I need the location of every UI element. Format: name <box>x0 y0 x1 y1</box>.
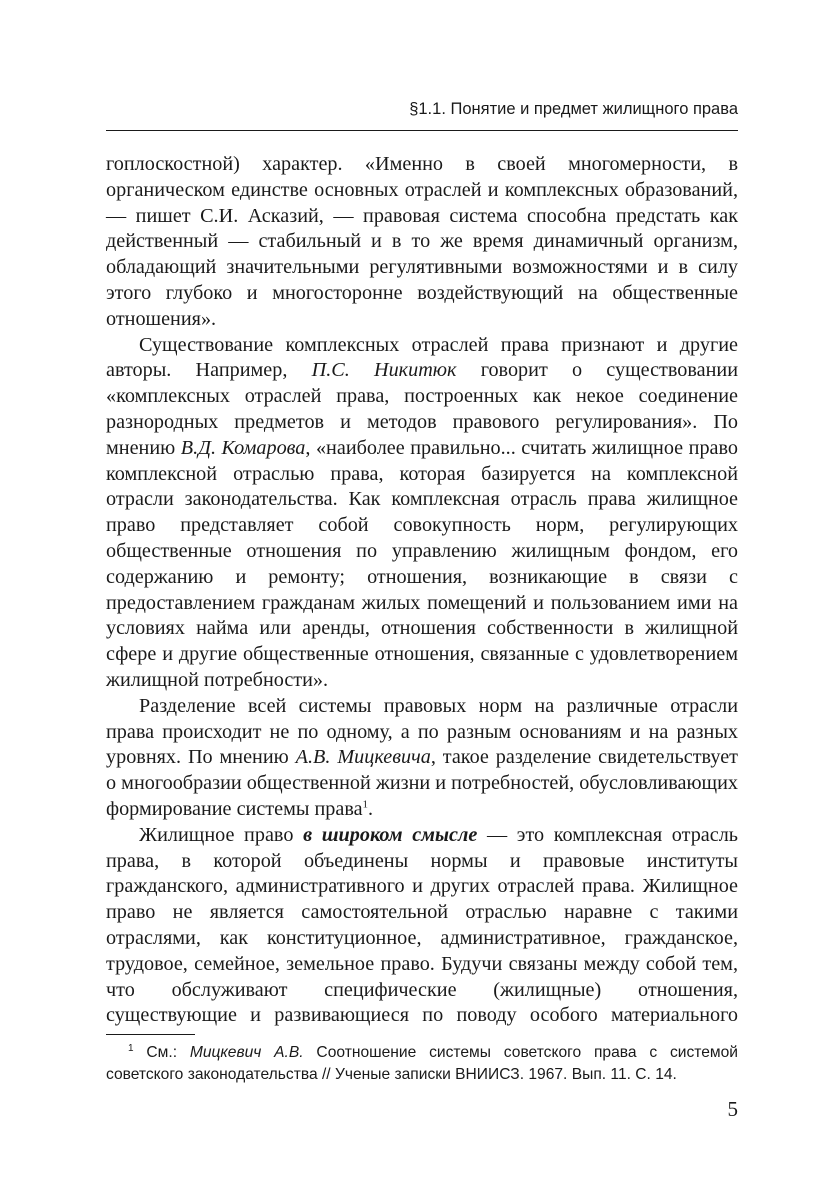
emphasis: в широком смысле <box>303 823 478 846</box>
paragraph-text: Жилищное право <box>139 823 304 846</box>
footnote <box>106 1042 738 1086</box>
paragraph <box>106 694 738 823</box>
footnote-marker: 1 <box>128 1042 134 1054</box>
paragraph-text: , такое разделение свидетельствует о многообразии общественной жизни и потребностей, обусловливающих формирование системы права <box>106 746 738 820</box>
paragraph-text: , «наиболее правильно... считать жилищное право комплексной отраслью права, которая базируется на комплексной отрасли законодательства. Как комплексная отрасль права жилищное право представляет собой совокупность норм, регулирующих общественные отношения по управлению жилищным фондом, его содержанию и ремонту; отношения, возникающие в связи с предоставлением гражданам жилых помещений и пользованием ими на условиях найма или аренды, отношения собственности в жилищной сфере и другие общественные отношения, связанные с удовлетворением жилищной потребности». <box>106 436 738 691</box>
paragraph-text: говорит о существовании «комплексных отраслей права, построенных как некое соединение разнородных предметов и методов правового регулирования». По мнению <box>106 359 738 459</box>
paragraph-text: — это комплексная отрасль права, в которой объединены нормы и правовые институты гражданского, административного и других отраслей права. Жилищное право не является самостоятельной отраслью наравне с такими отраслями, как конституционное, административное, гражданское, трудовое, семейное, земельное право. Будучи связаны между собой тем, что обслуживают специфические (жилищные) отношения, существующие и развивающиеся по поводу особого материального <box>106 823 738 1027</box>
paragraph-text: Разделение всей системы правовых норм на различные отрасли права происходит не по одному, а по разным основаниям и на разных уровнях. По мнению <box>106 694 738 769</box>
footnote-text: Соотношение системы советского права с системой советского законодательства // Ученые записки ВНИИСЗ. 1967. Вып. 11. С. 14. <box>106 1044 739 1083</box>
paragraph-continuation <box>106 152 738 333</box>
paragraph <box>106 333 738 694</box>
footnote-prefix: См.: <box>133 1044 190 1061</box>
main-text <box>106 152 738 1029</box>
footnote-author: Мицкевич А.В. <box>189 1044 304 1061</box>
paragraph-text: гоплоскостной) характер. «Именно в своей многомерности, в органическом единстве основных отраслей и комплексных образований, — пишет С.И. Асказий, — правовая система способна предстать как действенный — стабильный и в то же время динамичный организм, обладающий значительными регулятивными возможностями и в силу этого глубоко и многосторонне воздействующий на общественные отношения». <box>106 153 738 330</box>
header-divider <box>106 130 738 131</box>
footnote-divider <box>106 1034 195 1035</box>
footnote-reference: 1 <box>362 798 369 811</box>
author-name: В.Д. Комарова <box>180 436 306 459</box>
paragraph-text: . <box>368 797 374 820</box>
author-name: А.В. Мицкевича <box>295 746 431 769</box>
author-name: П.С. Никитюк <box>311 359 457 382</box>
paragraph-text: Существование комплексных отраслей права признают и другие авторы. Например, <box>106 333 738 382</box>
running-header: §1.1. Понятие и предмет жилищного права <box>409 100 738 118</box>
paragraph <box>106 823 738 1029</box>
page-number: 5 <box>727 1097 738 1121</box>
